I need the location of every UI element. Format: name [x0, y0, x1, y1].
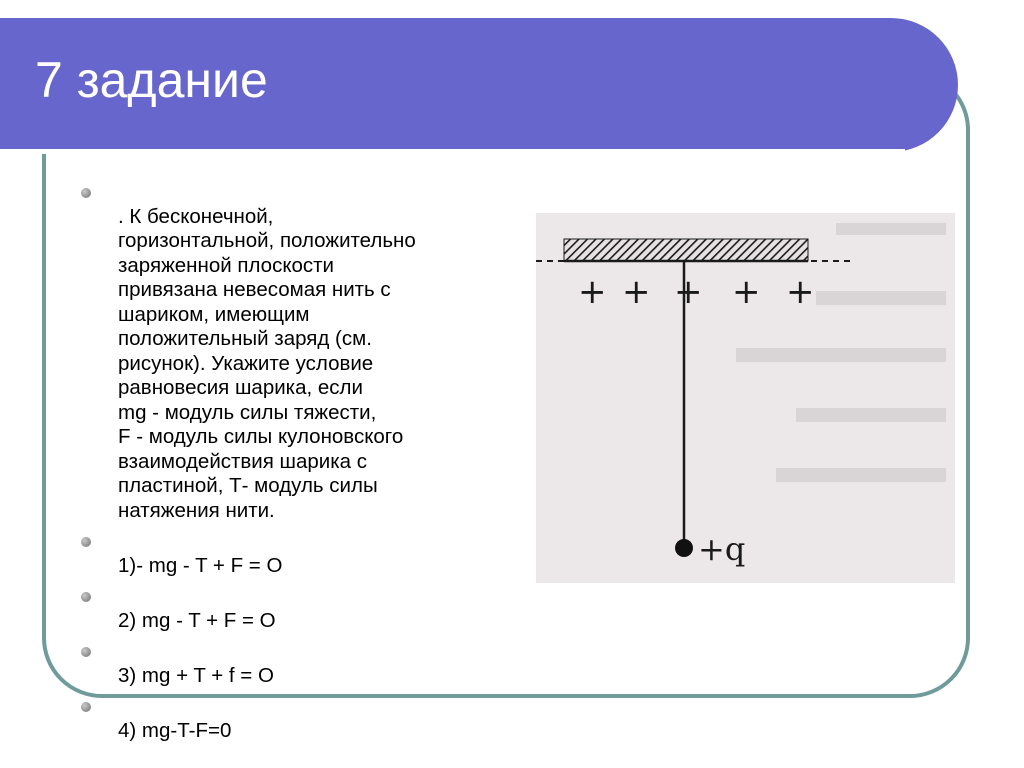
charged-plate — [564, 239, 808, 261]
bullet-list — [78, 180, 508, 749]
bullet-icon — [81, 592, 91, 602]
bullet-item-option-4 — [78, 694, 508, 743]
bullet-text: 4) mg-T-F=0 — [118, 718, 232, 742]
slide-title: 7 задание — [35, 52, 268, 108]
plus-sign: + — [786, 272, 815, 312]
bullet-item-option-2 — [78, 584, 508, 633]
bullet-item-option-3 — [78, 639, 508, 688]
bullet-text: 3) mg + T + f = O — [118, 663, 274, 687]
bullet-text: 1)- mg - T + F = O — [118, 553, 283, 577]
bullet-icon — [81, 537, 91, 547]
plus-sign: + — [674, 272, 703, 312]
charged-ball — [675, 539, 693, 557]
bullet-text: 2) mg - T + F = O — [118, 608, 276, 632]
plus-sign: + — [578, 272, 607, 312]
bullet-text: . К бесконечной, горизонтальной, положительно заряженной плоскости привязана невесомая нить с шариком, имеющим положительный заряд (см. рисунок). Укажите условие равновесия шарика, если mg - модуль силы тяжести, F - модуль силы кулоновского взаимодействия шарика с пластиной, Т- модуль силы натяжения нити. — [118, 204, 416, 522]
plus-sign: + — [732, 272, 761, 312]
title-underline — [0, 149, 905, 154]
bullet-icon — [81, 188, 91, 198]
bullet-item-question — [78, 180, 508, 523]
physics-figure — [536, 213, 955, 583]
bullet-item-option-1 — [78, 529, 508, 578]
charge-label: +q — [698, 530, 746, 568]
figure-drawing — [536, 213, 955, 583]
bullet-icon — [81, 702, 91, 712]
bullet-icon — [81, 647, 91, 657]
plus-sign: + — [622, 272, 651, 312]
